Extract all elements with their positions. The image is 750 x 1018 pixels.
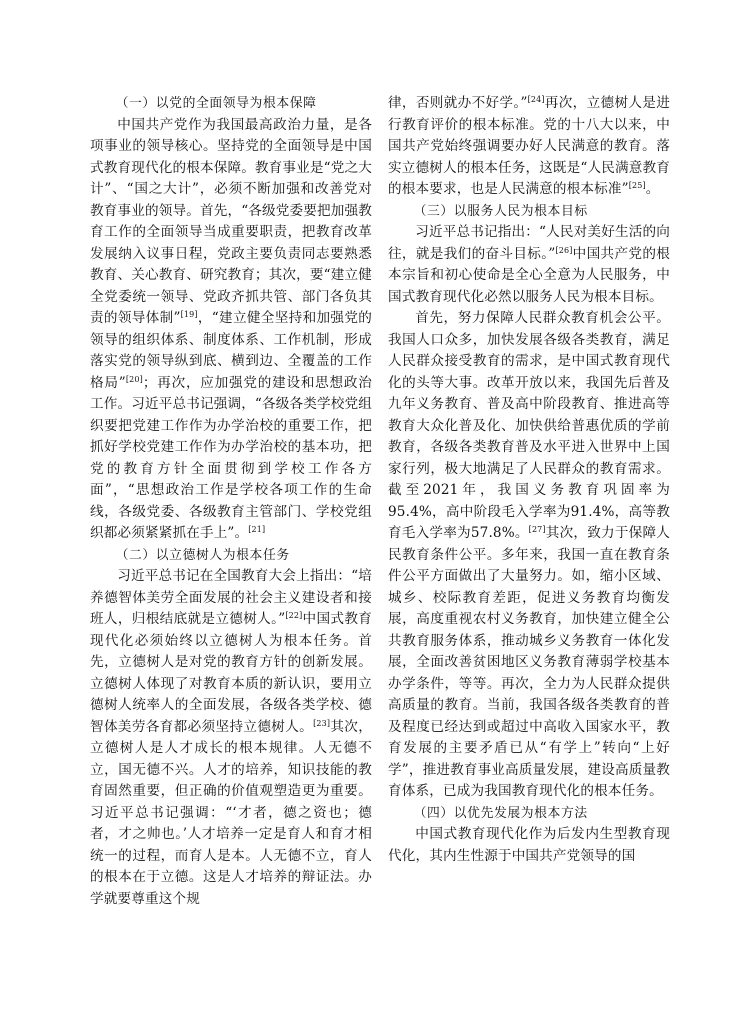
citation-marker: [27]	[528, 525, 546, 534]
citation-marker: [24]	[527, 95, 545, 104]
body-paragraph: 首先，努力保障人民群众教育机会公平。我国人口众多，加快发展各级各类教育，满足人民群众接受教育的需求，是中国式教育现代化的头等大事。改革开放以来，我国先后普及九年义务教育、普及高中阶段教育、推进高等教育大众化普及化、加快供给普惠优质的学前教育，各级各类教育普及水平进入世界中上国家行列，极大地满足了人民群众的教育需求。截至2021年，我国义务教育巩固率为95.4%，高中阶段毛入学率为91.4%，高等教育毛入学率为57.8%。[27]其次，致力于保障人民教育条件公平。多年来，我国一直在教育条件公平方面做出了大量努力。如，缩小区域、城乡、校际教育差距，促进义务教育均衡发展，高度重视农村义务教育，加快建立健全公共教育服务体系，推动城乡义务教育一体化发展，全面改善贫困地区义务教育薄弱学校基本办学条件，等等。再次，全力为人民群众提供高质量的教育。当前，我国各级各类教育的普及程度已经达到或超过中高收入国家水平，教育发展的主要矛盾已从“有学上”转向“上好学”，推进教育事业高质量发展，建设高质量教育体系，已成为我国教育现代化的根本任务。	[388, 310, 670, 799]
citation-marker: [21]	[248, 525, 266, 534]
body-paragraph: 中国共产党作为我国最高政治力量，是各项事业的领导核心。坚持党的全面领导是中国式教育现代化的根本保障。教育事业是“党之大计”、“国之大计”，必须不断加强和改善党对教育事业的领导。首先，“各级党委要把加强教育工作的全面领导当成重要职责，把教育改革发展纳入议事日程，党政主要负责同志要熟悉教育、关心教育、研究教育；其次，要“建立健全党委统一领导、党政齐抓共管、部门各负其责的领导体制”[19]，“建立健全坚持和加强党的领导的组织体系、制度体系、工作机制，形成落实党的领导纵到底、横到边、全覆盖的工作格局”[20]；再次，应加强党的建设和思想政治工作。习近平总书记强调，“各级各类学校党组织要把党建工作作为办学治校的重要工作，把抓好学校党建工作作为办学治校的基本功，把党的教育方针全面贯彻到学校工作各方面”，“思想政治工作是学校各项工作的生命线，各级党委、各级教育主管部门、学校党组织都必须紧紧抓在手上”。[21]	[90, 116, 373, 541]
body-paragraph: 习近平总书记在全国教育大会上指出：“培养德智体美劳全面发展的社会主义建设者和接班人，归根结底就是立德树人。”[22]中国式教育现代化必须始终以立德树人为根本任务。首先，立德树人是对党的教育方针的创新发展。立德树人体现了对教育本质的新认识，要用立德树人统率人的全面发展，各级各类学校、德智体美劳各育都必须坚持立德树人。[23]其次，立德树人是人才成长的根本规律。人无德不立，国无德不兴。人才的培养，知识技能的教育固然重要，但正确的价值观塑造更为重要。习近平总书记强调：“‘才者，德之资也；德者，才之帅也。’人才培养一定是育人和育才相统一的过程，而育人是本。人无德不立，育人的根本在于立德。这是人才培养的辩证法。办学就要尊重这个规	[90, 568, 373, 907]
section-heading: （一）以党的全面领导为根本保障	[115, 96, 317, 111]
left-column	[90, 93, 372, 910]
section-heading: （三）以服务人民为根本目标	[413, 203, 588, 219]
citation-marker: [20]	[125, 374, 143, 384]
body-paragraph: 中国式教育现代化作为后发内生型教育现代化，其内生性源于中国共产党领导的国	[388, 826, 670, 864]
body-paragraph: 习近平总书记指出：“人民对美好生活的向往，就是我们的奋斗目标。”[26]中国共产党的根本宗旨和初心使命是全心全意为人民服务，中国式教育现代化必然以服务人民为根本目标。	[388, 224, 670, 305]
citation-marker: [23]	[313, 718, 331, 728]
citation-marker: [19]	[180, 310, 198, 319]
right-column	[388, 93, 670, 867]
citation-marker: [26]	[555, 245, 573, 255]
section-heading: （二）以立德树人为根本任务	[115, 547, 290, 563]
section-heading: （四）以优先发展为根本方法	[413, 805, 588, 821]
citation-marker: [22]	[285, 611, 303, 620]
citation-marker: [25]	[628, 181, 646, 190]
body-paragraph: 律，否则就办不好学。”[24]再次，立德树人是进行教育评价的根本标准。党的十八大以来，中国共产党始终强调要办好人民满意的教育。落实立德树人的根本任务，这既是“人民满意教育的根本要求，也是人民满意的根本标准”[25]。	[388, 95, 670, 197]
